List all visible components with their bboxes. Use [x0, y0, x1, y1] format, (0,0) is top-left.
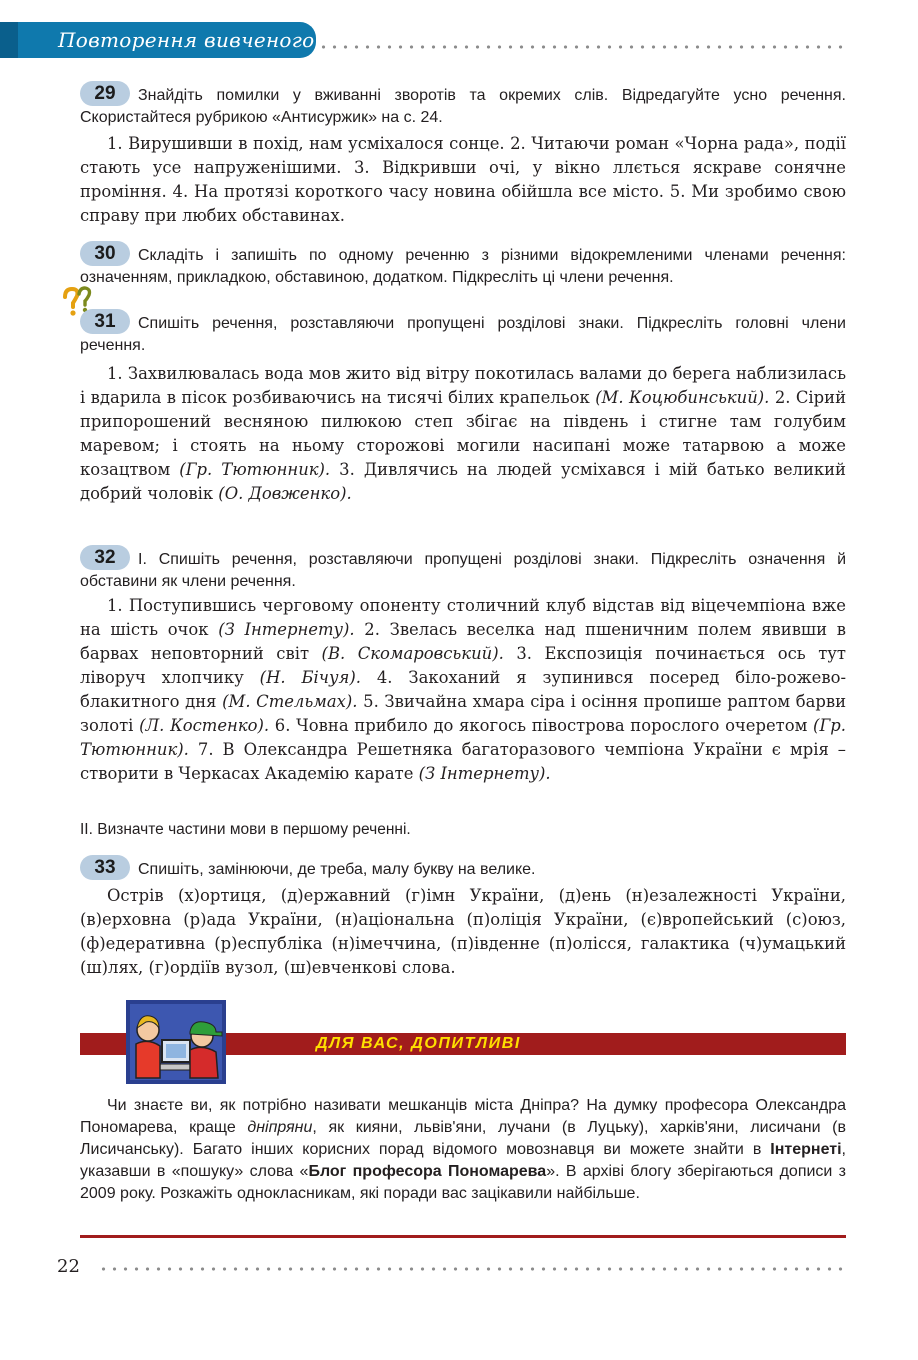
page-number: 22	[57, 1256, 80, 1277]
footer-dotted-rule	[98, 1267, 848, 1271]
task-instruction-text: Складіть і запишіть по одному реченню з різними відокремленими членами речення: означенням, прикладкою, обставиною, додатком. Підкресліть ці члени речення.	[80, 247, 846, 286]
task-number-badge: 31	[80, 309, 130, 334]
author-citation: (Н. Бічуя).	[259, 668, 361, 687]
sentence-text: 2. Сірий припорошений весняною пилюкою степ збігає на південь і стигне там голубим маревом; і стоять на ньому сторожові могили насипані може татарвою а може козацтвом	[80, 388, 847, 479]
task-29-instruction	[80, 81, 846, 129]
task-33-text	[80, 884, 846, 980]
author-citation: (З Інтернету).	[218, 620, 355, 639]
author-citation: (О. Довженко).	[218, 484, 352, 503]
task-33-instruction	[80, 855, 846, 881]
sentence-text: 1. Захвилювалась вода мов жито від вітру покотилась валами до берега наблизилась і вдарила в пісок розбиваючись на тисячі білих крапельок	[80, 364, 846, 407]
section-title: Повторення вивченого	[58, 28, 315, 52]
sentence-text: 4. Закоханий я зупинився посеред біло-рожево-блакитного дня	[80, 668, 846, 711]
info-bold: Блог професора Пономарева	[308, 1163, 547, 1180]
task-text: 1. Вирушивши в похід, нам усміхалося сонце. 2. Читаючи роман «Чорна рада», події стають усе напруженішими. 3. Відкривши очі, у вікно ллється яскраве сонячне проміння. 4. На протязі короткого часу новина обійшла все місто. 5. Ми зробимо свою справу при любих обставинах.	[80, 134, 846, 225]
author-citation: (Гр. Тютюнник).	[80, 716, 846, 759]
task-number-badge: 30	[80, 241, 130, 266]
task-text: Острів (х)ортиця, (д)ержавний (г)імн України, (д)ень (н)езалежності України, (в)ерховна (р)ада України, (н)аціональна (п)оліція України, (є)вропейський (с)оюз, (ф)едеративна (р)еспубліка (н)імеччина, (п)івденне (п)олісся, галактика (ч)умацький (ш)лях, (г)ордіїв вузол, (ш)евченкові слова.	[80, 886, 846, 977]
task-instruction-text: Знайдіть помилки у вживанні зворотів та окремих слів. Відредагуйте усно речення. Скористайтеся рубрикою «Антисуржик» на с. 24.	[80, 87, 846, 126]
task-32-text	[80, 594, 846, 786]
sentence-text: 7. В Олександра Решетняка багаторазового чемпіона України є мрія – створити в Черкасах Академію карате	[80, 740, 846, 783]
author-citation: (З Інтернету).	[418, 764, 551, 783]
info-text: , як кияни, львів'яни, лучани (в Луцьку), харків'яни, лисичани (в Лисичанську). Багато інших корисних порад відомого мовознавця ви можете знайти в	[80, 1119, 846, 1158]
task-29-text	[80, 132, 846, 228]
task-number-badge: 32	[80, 545, 130, 570]
author-citation: (Гр. Тютюнник).	[179, 460, 331, 479]
info-bottom-rule	[80, 1235, 846, 1238]
info-paragraph	[80, 1095, 846, 1205]
task-instruction-text: Спишіть речення, розставляючи пропущені розділові знаки. Підкресліть головні члени речення.	[80, 315, 846, 354]
task-number-badge: 33	[80, 855, 130, 880]
sentence-text: 3. Дивлячись на людей усміхався і мій батько великий добрий чоловік	[80, 460, 846, 503]
info-emphasis: дніпряни	[247, 1119, 313, 1136]
info-text: Чи знаєте ви, як потрібно називати мешканців міста Дніпра? На думку професора Олександра Пономарева, краще	[80, 1097, 846, 1136]
sentence-text: 5. Звичайна хмара сіра і осіння пропише раптом барви золоті	[80, 692, 846, 735]
task-32-instruction	[80, 545, 846, 593]
sentence-text: 6. Човна прибило до якогось півострова порослого очеретом	[269, 716, 814, 735]
task-instruction-text: Спишіть, замінюючи, де треба, малу букву на велике.	[138, 861, 536, 878]
section-banner-title: ДЛЯ ВАС, ДОПИТЛИВІ	[316, 1035, 521, 1052]
info-text: ». В архіві блогу зберігаються дописи з 2009 року. Розкажіть однокласникам, які поради вас зацікавили найбільше.	[80, 1163, 847, 1202]
task-number-badge: 29	[80, 81, 130, 106]
info-bold: Інтернеті	[770, 1141, 842, 1158]
author-citation: (Л. Костенко).	[139, 716, 270, 735]
sentence-text: 2. Звелась веселка над пшеничним полем явивши в барвах неповторний світ	[80, 620, 846, 663]
kids-computer-illustration	[126, 1000, 226, 1084]
info-text: , указавши в «пошуку» слова «	[80, 1141, 846, 1180]
header-dotted-rule	[318, 45, 848, 49]
author-citation: (М. Стельмах).	[222, 692, 358, 711]
sentence-text: 3. Експозиція починається ось тут ліворуч хлопчику	[80, 644, 846, 687]
sentence-text: 1. Поступившись черговому опоненту столичний клуб відстав від віцечемпіона вже на шість очок	[80, 596, 846, 639]
task-instruction-text: I. Спишіть речення, розставляючи пропущені розділові знаки. Підкресліть означення й обставини як члени речення.	[80, 551, 846, 590]
task-30-instruction	[80, 241, 846, 289]
task-31-text	[80, 362, 846, 506]
author-citation: (М. Коцюбинський).	[595, 388, 770, 407]
author-citation: (В. Скомаровський).	[321, 644, 504, 663]
task-32-part-2: II. Визначте частини мови в першому реченні.	[80, 821, 411, 838]
task-31-instruction	[80, 309, 846, 357]
